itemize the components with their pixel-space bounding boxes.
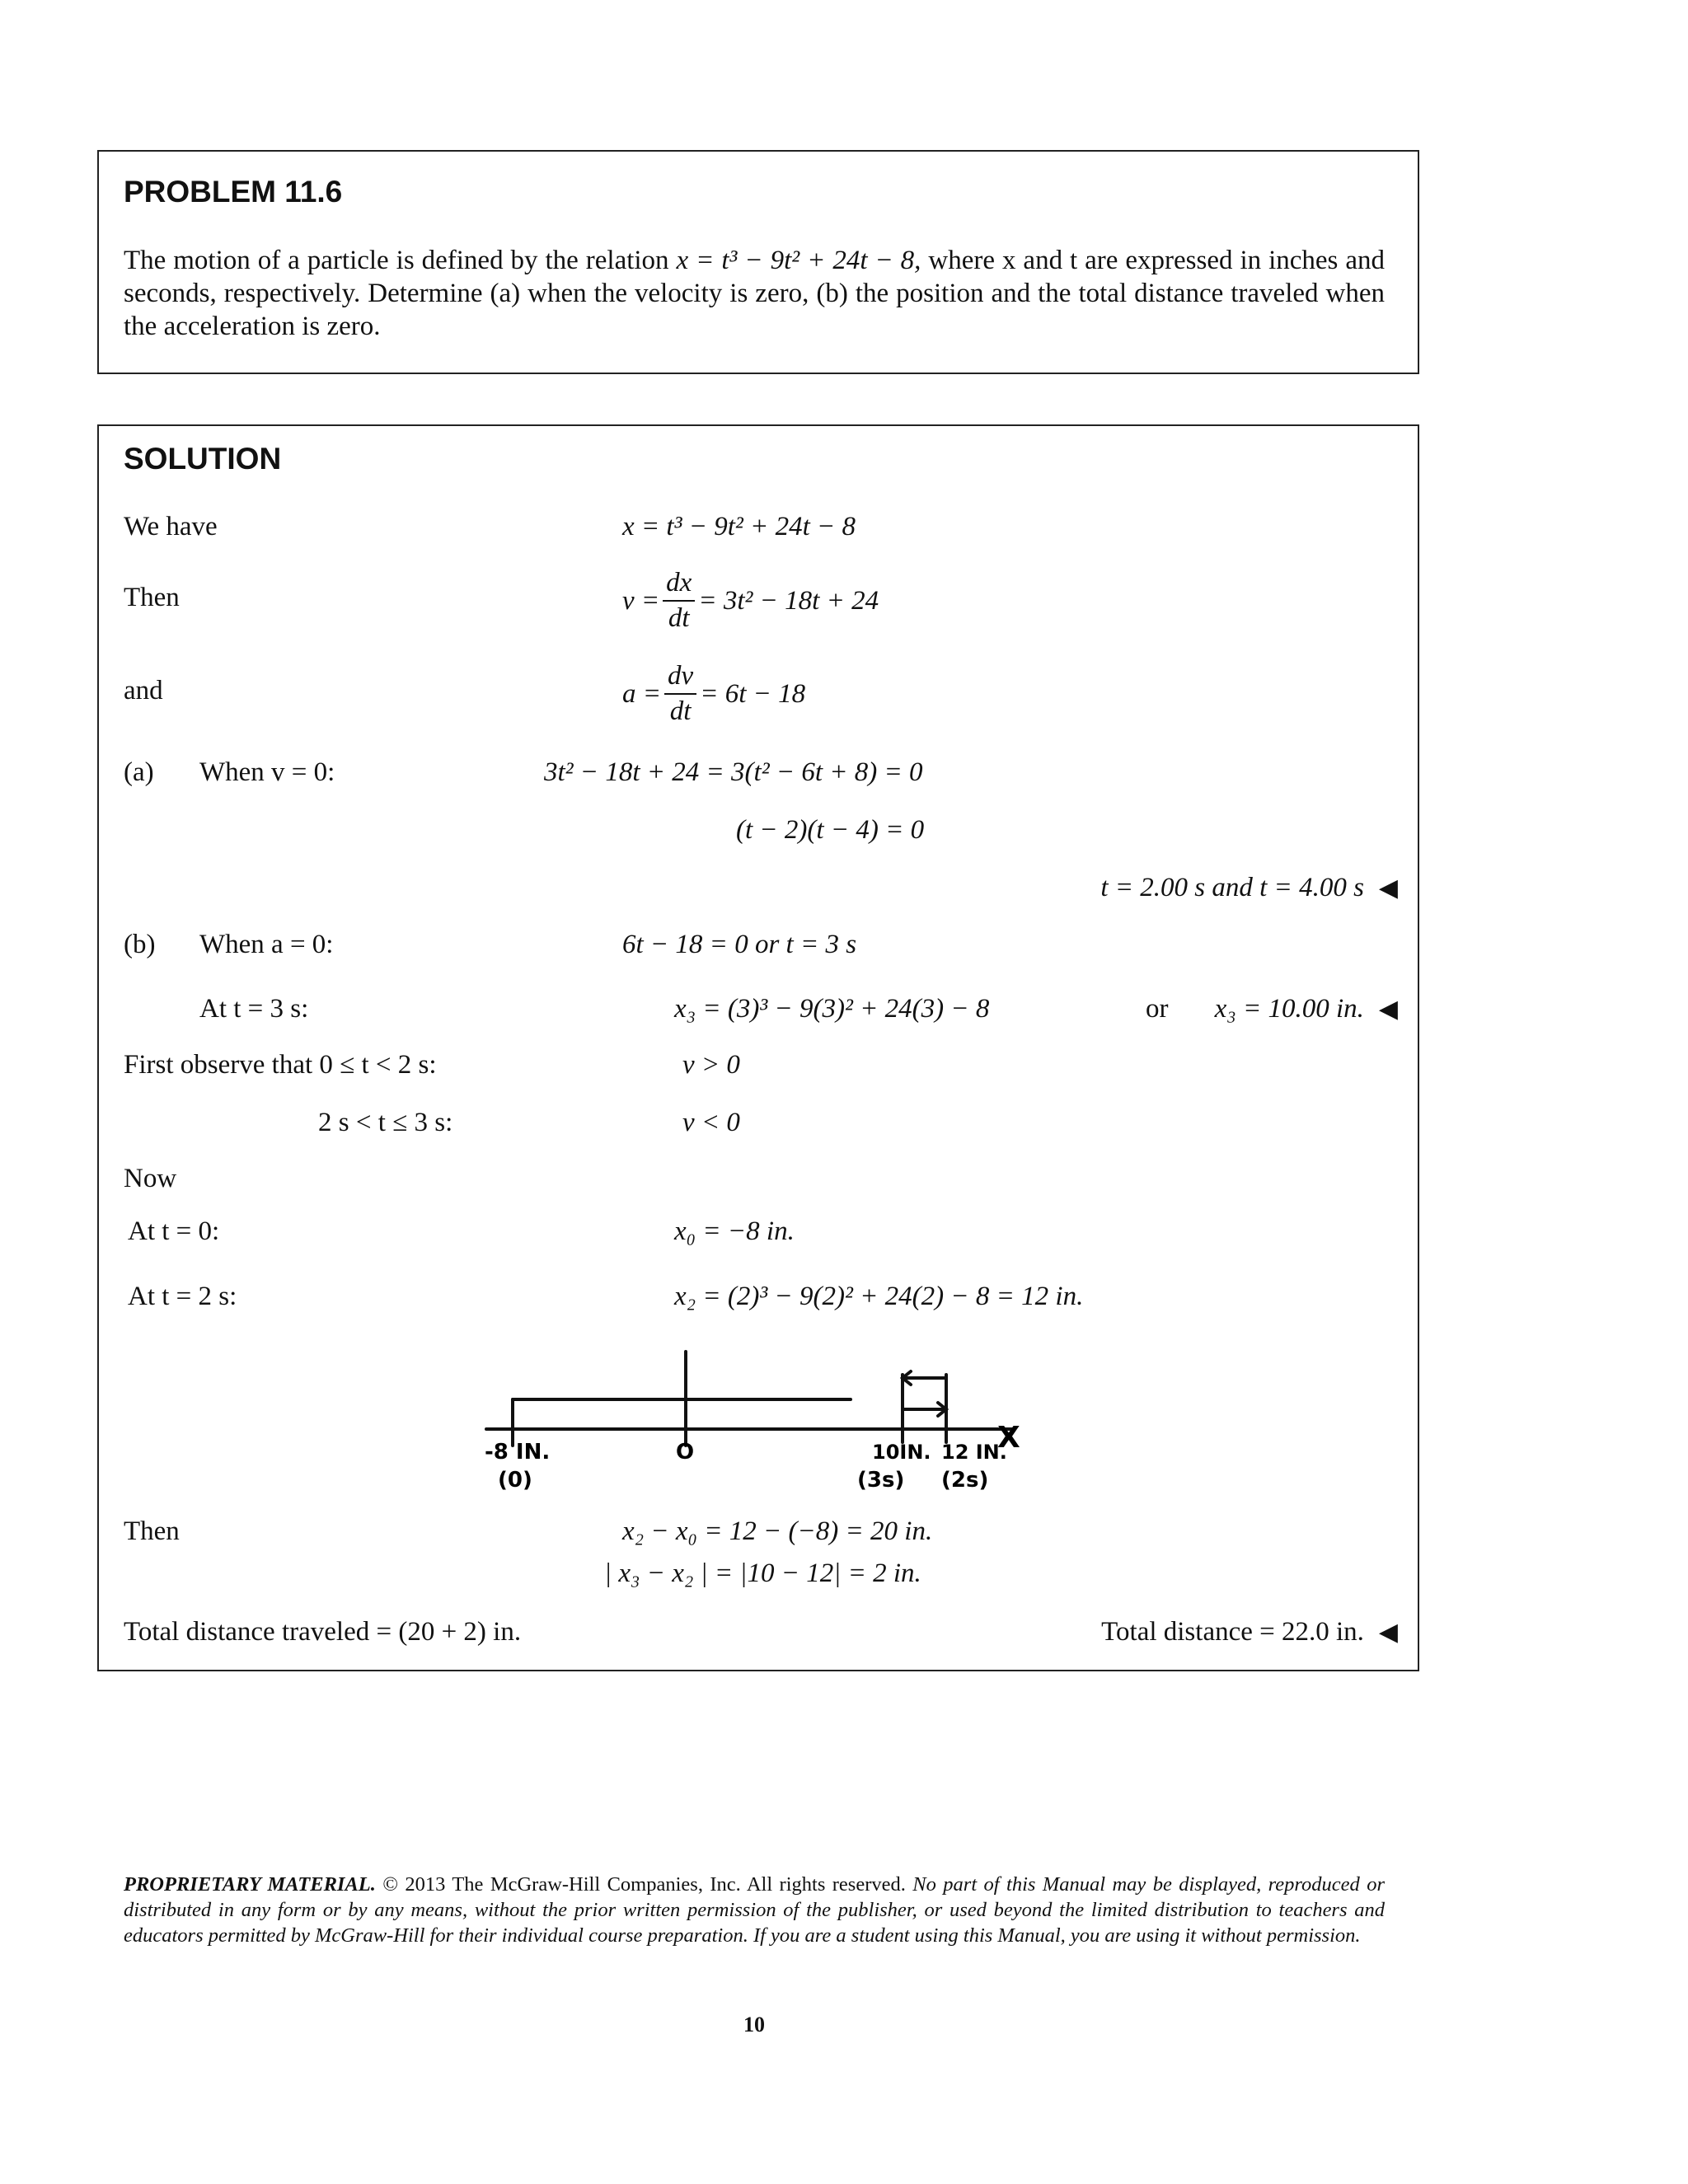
interval-2: 2 s < t ≤ 3 s: [318, 1108, 453, 1137]
sketch-label-minus8-sub: (0) [498, 1468, 532, 1493]
velocity-fraction-num: dx [663, 569, 695, 602]
footer-copyright: © 2013 The McGraw-Hill Companies, Inc. All rights reserved. [375, 1873, 913, 1896]
sketch-axis-label: X [997, 1421, 1020, 1455]
problem-equation: x = t³ − 9t² + 24t − 8, [676, 246, 921, 275]
sketch-label-minus8: -8 IN. [485, 1440, 551, 1465]
velocity-equation [622, 564, 879, 638]
sketch-label-10: 10IN. [872, 1441, 931, 1464]
sketch-label-zero: O [676, 1440, 695, 1465]
footer-bold: PROPRIETARY MATERIAL. [124, 1873, 376, 1896]
x3-equation: x₃ = (3)³ − 9(3)² + 24(3) − 8 [674, 994, 990, 1024]
sketch-label-12-sub: (2s) [941, 1468, 989, 1493]
label-then-1: Then [124, 583, 180, 612]
part-a-label: (a) [124, 757, 154, 787]
label-then-2: Then [124, 1516, 180, 1546]
answer-marker-icon: ◀ [1378, 874, 1398, 902]
distance-2-equation: | x₃ − x₂ | = |10 − 12| = 2 in. [604, 1558, 921, 1588]
label-and: and [124, 676, 163, 705]
problem-text-pre: The motion of a particle is defined by the relation [124, 246, 677, 275]
answer-a [1100, 874, 1398, 902]
at-t-3: At t = 3 s: [199, 994, 309, 1024]
solution-title: SOLUTION [124, 442, 282, 476]
first-observe: First observe that 0 ≤ t < 2 s: [124, 1050, 437, 1080]
acceleration-lhs: a = [622, 678, 662, 709]
velocity-lhs: v = [622, 585, 660, 616]
velocity-fraction [663, 569, 695, 632]
when-a-zero: When a = 0: [199, 930, 334, 959]
sketch-label-10-sub: (3s) [857, 1468, 905, 1493]
when-v-zero: When v = 0: [199, 757, 335, 787]
acceleration-zero-equation: 6t − 18 = 0 or t = 3 s [622, 930, 857, 959]
part-b-label: (b) [124, 930, 156, 959]
velocity-fraction-den: dt [668, 603, 690, 633]
at-t-0: At t = 0: [128, 1216, 220, 1246]
footer-disclaimer: No part of this Manual may be displayed, reproduced or distributed in any form or by any means, without the prior written permission of the publisher, or used beyond the limited distribution to teachers and educators permitted by McGraw-Hill for their individual course preparation. If you are a student using this Manual, you are using it without permission. [124, 1873, 1385, 1947]
acceleration-rhs: = 6t − 18 [700, 678, 806, 709]
label-we-have: We have [124, 512, 218, 541]
velocity-zero-equation: 3t² − 18t + 24 = 3(t² − 6t + 8) = 0 [544, 757, 923, 787]
problem-statement [124, 244, 1385, 343]
at-t-2: At t = 2 s: [128, 1282, 237, 1311]
velocity-negative: v < 0 [682, 1108, 740, 1137]
label-now: Now [124, 1164, 177, 1193]
page-number: 10 [743, 2013, 765, 2036]
answer-b [1215, 996, 1398, 1023]
sketch-label-12: 12 IN. [941, 1441, 1007, 1464]
answer-total-text: Total distance = 22.0 in. [1101, 1617, 1364, 1647]
answer-marker-icon: ◀ [1378, 1619, 1398, 1646]
velocity-positive: v > 0 [682, 1050, 740, 1080]
answer-a-text: t = 2.00 s and t = 4.00 s [1100, 873, 1364, 902]
acceleration-fraction [664, 663, 696, 725]
answer-b-or: or [1146, 994, 1169, 1024]
acceleration-fraction-num: dv [664, 663, 696, 695]
answer-b-text: x₃ = 10.00 in. [1214, 994, 1364, 1024]
velocity-zero-factored: (t − 2)(t − 4) = 0 [736, 815, 925, 845]
acceleration-fraction-den: dt [669, 696, 692, 726]
problem-text-post: where x and t are expressed in inches and seconds, respectively. Determine (a) when the velocity is zero, (b) the position and the total distance traveled when the acceleration is zero. [124, 246, 1385, 341]
x0-equation: x₀ = −8 in. [674, 1216, 795, 1246]
position-equation: x = t³ − 9t² + 24t − 8 [622, 512, 856, 541]
total-distance-traveled: Total distance traveled = (20 + 2) in. [124, 1617, 522, 1647]
x2-equation: x₂ = (2)³ − 9(2)² + 24(2) − 8 = 12 in. [674, 1282, 1084, 1311]
answer-total [1101, 1619, 1398, 1646]
answer-marker-icon: ◀ [1378, 996, 1398, 1023]
footer-notice [124, 1872, 1385, 1948]
position-sketch [470, 1350, 1047, 1495]
acceleration-equation [622, 657, 805, 731]
velocity-rhs: = 3t² − 18t + 24 [698, 585, 879, 616]
distance-1-equation: x₂ − x₀ = 12 − (−8) = 20 in. [622, 1516, 933, 1546]
problem-title: PROBLEM 11.6 [124, 175, 343, 209]
